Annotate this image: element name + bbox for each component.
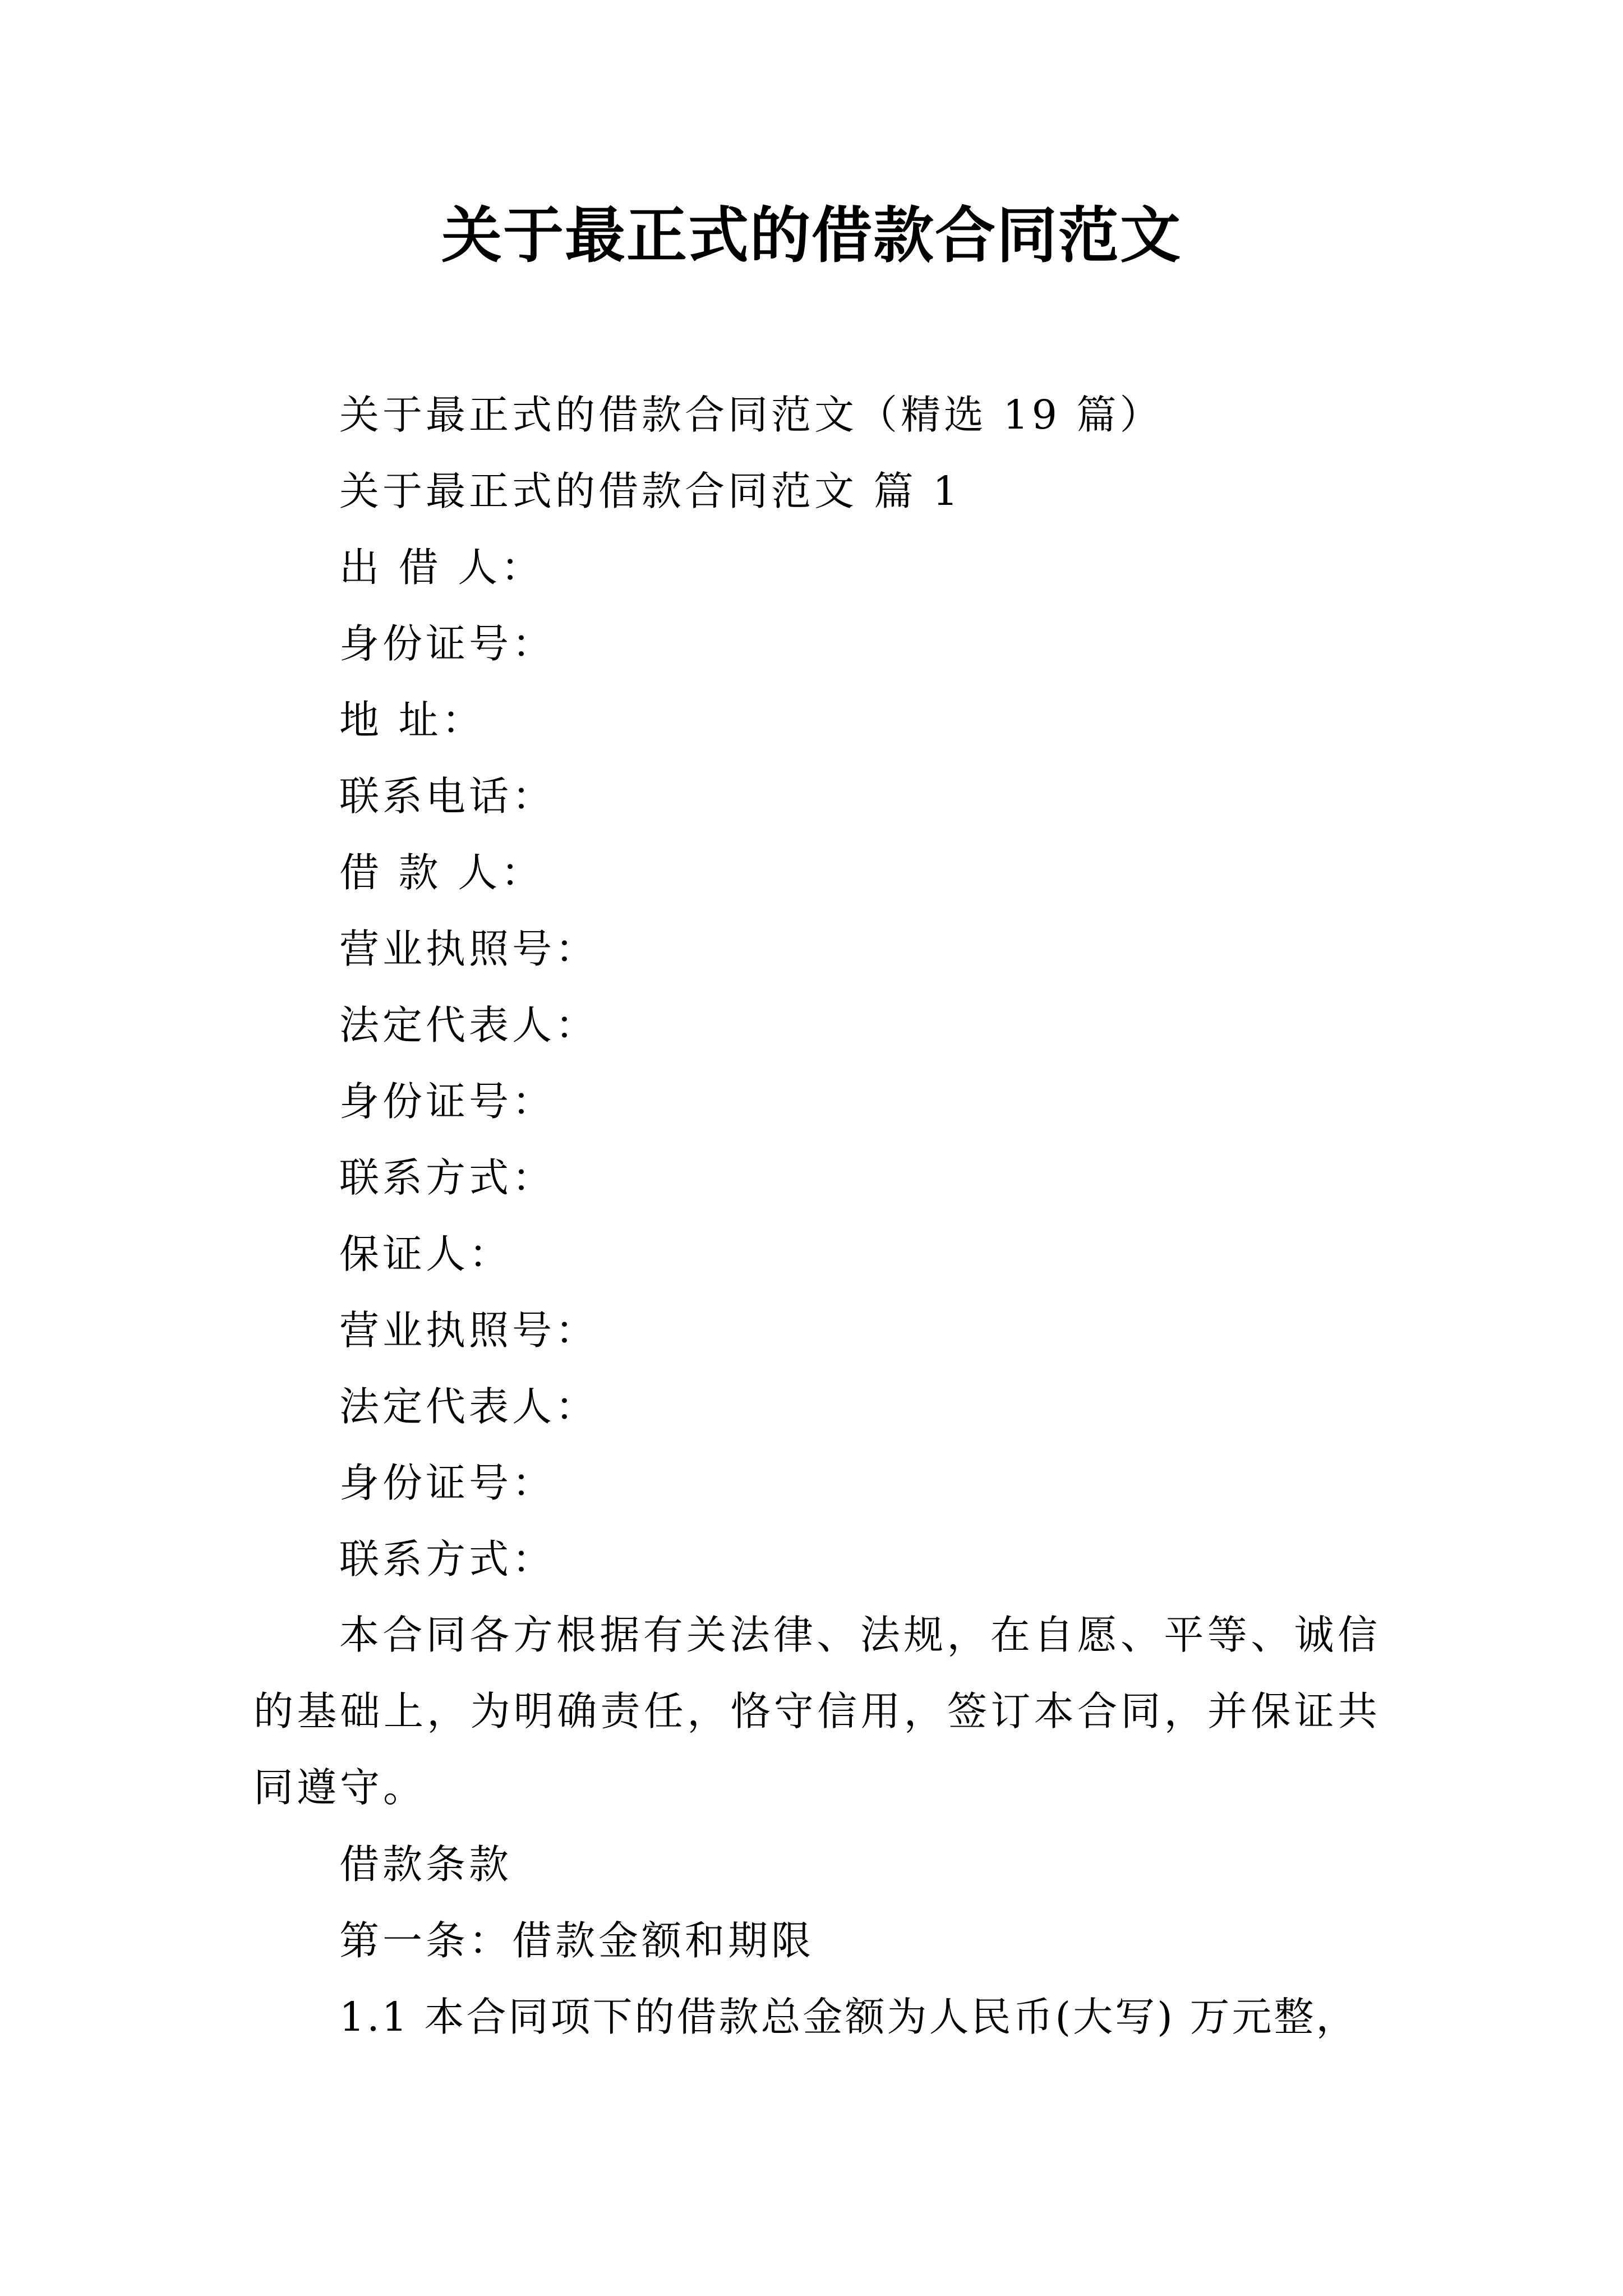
lender-id-field: 身份证号： (339, 620, 556, 667)
preamble-paragraph: 本合同各方根据有关法律、法规，在自愿、平等、诚信的基础上，为明确责任，恪守信用，签订本合同，并保证共同遵守。 (253, 1612, 1381, 1811)
lender-field: 出 借 人： (339, 544, 545, 591)
guarantor-id-field: 身份证号： (339, 1460, 556, 1506)
guarantor-representative-field: 法定代表人： (339, 1383, 599, 1430)
guarantor-license-field: 营业执照号： (339, 1307, 599, 1354)
borrower-contact-field: 联系方式： (339, 1154, 556, 1201)
lender-address-field: 地 址： (339, 697, 485, 743)
borrower-id-field: 身份证号： (339, 1078, 556, 1125)
borrower-representative-field: 法定代表人： (339, 1002, 599, 1048)
subtitle-selection: 关于最正式的借款合同范文（精选 19 篇） (339, 392, 1163, 438)
lender-phone-field: 联系电话： (339, 773, 556, 820)
subtitle-part-1: 关于最正式的借款合同范文 篇 1 (339, 468, 962, 514)
borrower-license-field: 营业执照号： (339, 926, 599, 972)
article-1-heading: 第一条：借款金额和期限 (339, 1917, 815, 1964)
borrower-field: 借 款 人： (339, 849, 545, 896)
document-title: 关于最正式的借款合同范文 (441, 200, 1182, 271)
clause-1-1: 1.1 本合同项下的借款总金额为人民币(大写) 万元整， (339, 1994, 1358, 2040)
guarantor-contact-field: 联系方式： (339, 1536, 556, 1582)
guarantor-field: 保证人： (339, 1231, 513, 1277)
section-heading: 借款条款 (339, 1841, 513, 1888)
